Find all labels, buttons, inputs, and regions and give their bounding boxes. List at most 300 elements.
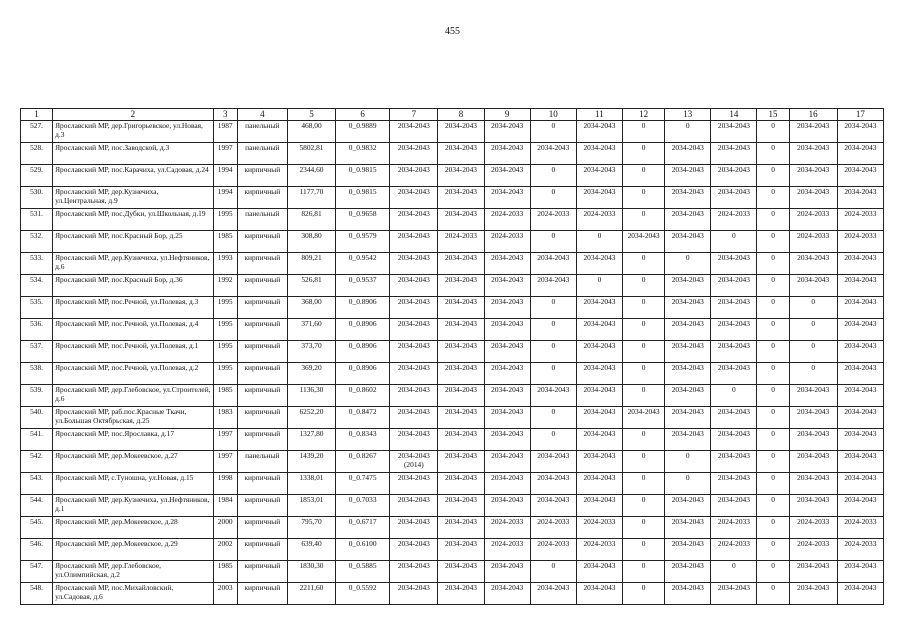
table-cell: 2024-2033 bbox=[576, 209, 622, 231]
table-cell: 0 bbox=[530, 561, 576, 583]
address-cell: Ярославский МР, дер.Мокеевское, д.28 bbox=[53, 517, 214, 539]
table-cell: 0 bbox=[789, 297, 837, 319]
row-number-cell: 529. bbox=[21, 165, 53, 187]
table-cell: 2034-2043 bbox=[665, 319, 711, 341]
table-cell: 1853,01 bbox=[287, 495, 335, 517]
table-cell: 2024-2033 bbox=[837, 517, 883, 539]
table-cell: 2034-2043 bbox=[665, 407, 711, 429]
table-cell: 0_0.8472 bbox=[336, 407, 390, 429]
table-cell: 2034-2043 bbox=[665, 187, 711, 209]
table-cell: 0 bbox=[757, 517, 789, 539]
table-cell: 526,81 bbox=[287, 275, 335, 297]
table-cell: 2034-2043 bbox=[576, 583, 622, 605]
row-number-cell: 543. bbox=[21, 473, 53, 495]
table-row bbox=[21, 363, 884, 385]
table-cell: 2034-2043 bbox=[438, 539, 484, 561]
table-cell: 1994 bbox=[213, 187, 237, 209]
table-cell: 0 bbox=[530, 341, 576, 363]
row-number-cell: 541. bbox=[21, 429, 53, 451]
table-cell: 0_0.9579 bbox=[336, 231, 390, 253]
table-cell: 2034-2043 bbox=[789, 253, 837, 275]
table-cell: 2034-2043 bbox=[390, 121, 438, 143]
table-cell: 2034-2043 bbox=[789, 121, 837, 143]
table-cell: 0 bbox=[757, 341, 789, 363]
table-cell: 0_0.9542 bbox=[336, 253, 390, 275]
address-cell: Ярославский МР, раб.пос.Красные Ткачи, ул.Большая Октябрьская, д.25 bbox=[53, 407, 214, 429]
row-number-cell: 547. bbox=[21, 561, 53, 583]
table-cell: 1987 bbox=[213, 121, 237, 143]
table-cell: 2034-2043 bbox=[484, 363, 530, 385]
table-cell: 2034-2043 bbox=[438, 495, 484, 517]
table-cell: 2034-2043 bbox=[438, 319, 484, 341]
column-header-8: 8 bbox=[438, 109, 484, 121]
table-cell: кирпичный bbox=[237, 363, 287, 385]
table-cell: 0_0.9537 bbox=[336, 275, 390, 297]
table-cell: 2034-2043 bbox=[837, 451, 883, 473]
table-cell: 1985 bbox=[213, 561, 237, 583]
table-cell: 2034-2043 bbox=[665, 143, 711, 165]
row-number-cell: 544. bbox=[21, 495, 53, 517]
table-cell: 0_0.8906 bbox=[336, 363, 390, 385]
row-number-cell: 532. bbox=[21, 231, 53, 253]
table-cell: 2034-2043 bbox=[711, 121, 757, 143]
column-header-12: 12 bbox=[623, 109, 665, 121]
table-cell: 0 bbox=[623, 121, 665, 143]
table-cell: 2034-2043 bbox=[484, 143, 530, 165]
table-cell: 2034-2043 bbox=[665, 363, 711, 385]
table-row bbox=[21, 297, 884, 319]
table-cell: 2034-2043 bbox=[837, 275, 883, 297]
table-cell: кирпичный bbox=[237, 231, 287, 253]
table-cell: 2024-2033 bbox=[789, 209, 837, 231]
table-cell: 2034-2043 bbox=[438, 451, 484, 473]
table-cell: 2034-2043 bbox=[576, 253, 622, 275]
table-cell: 2034-2043 bbox=[576, 187, 622, 209]
table-cell: 0 bbox=[757, 429, 789, 451]
table-cell: 1995 bbox=[213, 341, 237, 363]
table-cell: 1830,30 bbox=[287, 561, 335, 583]
table-cell: 2024-2033 bbox=[576, 517, 622, 539]
table-cell: 0 bbox=[623, 495, 665, 517]
table-cell: 2034-2043 bbox=[390, 429, 438, 451]
table-cell: 2034-2043 bbox=[438, 275, 484, 297]
table-cell: 0 bbox=[576, 275, 622, 297]
table-cell: панельный bbox=[237, 209, 287, 231]
table-cell: 2024-2033 bbox=[484, 209, 530, 231]
table-cell: 0 bbox=[711, 231, 757, 253]
table-cell: кирпичный bbox=[237, 583, 287, 605]
table-cell: 2034-2043 bbox=[711, 187, 757, 209]
table-cell: 0 bbox=[623, 583, 665, 605]
table-cell: 0_0.9832 bbox=[336, 143, 390, 165]
header-row bbox=[21, 109, 884, 121]
table-row bbox=[21, 143, 884, 165]
row-number-cell: 538. bbox=[21, 363, 53, 385]
table-cell: 2034-2043 bbox=[576, 319, 622, 341]
table-cell: 369,20 bbox=[287, 363, 335, 385]
table-cell: кирпичный bbox=[237, 275, 287, 297]
table-cell: 2034-2043 bbox=[390, 583, 438, 605]
row-number-cell: 534. bbox=[21, 275, 53, 297]
table-cell: кирпичный bbox=[237, 429, 287, 451]
table-cell: 2034-2043 bbox=[789, 583, 837, 605]
table-cell: 2034-2043 bbox=[530, 275, 576, 297]
table-cell: 2034-2043 bbox=[484, 297, 530, 319]
table-cell: 795,70 bbox=[287, 517, 335, 539]
address-cell: Ярославский МР, пос.Красный Бор, д.36 bbox=[53, 275, 214, 297]
table-cell: 2024-2033 bbox=[789, 517, 837, 539]
table-cell: 2034-2043 bbox=[837, 473, 883, 495]
table-cell: 0 bbox=[757, 539, 789, 561]
table-cell: кирпичный bbox=[237, 473, 287, 495]
table-cell: 2034-2043 bbox=[665, 539, 711, 561]
table-cell: 2034-2043 bbox=[665, 165, 711, 187]
table-cell: 0 bbox=[576, 231, 622, 253]
table-cell: 2034-2043 bbox=[390, 165, 438, 187]
table-cell: 2034-2043 bbox=[711, 143, 757, 165]
table-cell: 0 bbox=[623, 187, 665, 209]
table-cell: 2024-2033 bbox=[530, 517, 576, 539]
table-cell: 0 bbox=[623, 429, 665, 451]
table-cell: 2034-2043 bbox=[623, 231, 665, 253]
table-cell: 2034-2043 bbox=[665, 561, 711, 583]
table-cell: 1998 bbox=[213, 473, 237, 495]
table-cell: 2034-2043 bbox=[576, 451, 622, 473]
table-cell: 2034-2043 bbox=[484, 583, 530, 605]
table-cell: 1995 bbox=[213, 209, 237, 231]
table-cell: 0_0.8906 bbox=[336, 341, 390, 363]
table-cell: 0 bbox=[789, 341, 837, 363]
table-cell: 2034-2043 bbox=[711, 407, 757, 429]
table-cell: 2034-2043 bbox=[711, 253, 757, 275]
table-cell: 2034-2043 bbox=[576, 297, 622, 319]
table-row bbox=[21, 451, 884, 473]
table-cell: 2034-2043 bbox=[789, 165, 837, 187]
table-cell: 2034-2043 bbox=[576, 473, 622, 495]
address-cell: Ярославский МР, пос.Речной, ул.Полевая, д.4 bbox=[53, 319, 214, 341]
table-cell: 2034-2043 bbox=[390, 539, 438, 561]
table-row bbox=[21, 495, 884, 517]
table-cell: 0_0.8906 bbox=[336, 297, 390, 319]
table-cell: 2034-2043 bbox=[576, 385, 622, 407]
table-cell: 2034-2043 bbox=[390, 319, 438, 341]
table-cell: 0 bbox=[711, 561, 757, 583]
table-cell: 2034-2043 bbox=[438, 517, 484, 539]
table-cell: 2034-2043 bbox=[789, 451, 837, 473]
table-cell: 368,00 bbox=[287, 297, 335, 319]
table-cell: 2034-2043 bbox=[390, 341, 438, 363]
row-number-cell: 528. bbox=[21, 143, 53, 165]
table-cell: 2034-2043 bbox=[390, 495, 438, 517]
table-row bbox=[21, 407, 884, 429]
housing-register-table bbox=[20, 108, 884, 605]
table-cell: 2034-2043 bbox=[576, 561, 622, 583]
table-cell: 2034-2043 bbox=[390, 253, 438, 275]
table-row bbox=[21, 275, 884, 297]
table-cell: 2034-2043 bbox=[484, 407, 530, 429]
table-cell: 2002 bbox=[213, 539, 237, 561]
row-number-cell: 539. bbox=[21, 385, 53, 407]
table-cell: 2034-2043 bbox=[789, 275, 837, 297]
table-cell: кирпичный bbox=[237, 385, 287, 407]
table-cell: 2034-2043 bbox=[484, 451, 530, 473]
table-cell: 308,80 bbox=[287, 231, 335, 253]
table-cell: 2034-2043 bbox=[789, 187, 837, 209]
address-cell: Ярославский МР, пос.Речной, ул.Полевая, д.2 bbox=[53, 363, 214, 385]
table-cell: 2034-2043 bbox=[711, 341, 757, 363]
table-cell: 0_0.8602 bbox=[336, 385, 390, 407]
table-cell: 2024-2033 bbox=[711, 517, 757, 539]
table-cell: 2034-2043 bbox=[484, 429, 530, 451]
table-cell: 0_0.7475 bbox=[336, 473, 390, 495]
table-cell: 1993 bbox=[213, 253, 237, 275]
table-cell: 0 bbox=[665, 121, 711, 143]
table-row bbox=[21, 253, 884, 275]
table-cell: 0 bbox=[757, 473, 789, 495]
table-cell: 1995 bbox=[213, 363, 237, 385]
table-cell: 2034-2043 bbox=[665, 297, 711, 319]
table-cell: 0 bbox=[530, 407, 576, 429]
table-cell: 1136,30 bbox=[287, 385, 335, 407]
table-cell: 0_0.7033 bbox=[336, 495, 390, 517]
table-cell: 1985 bbox=[213, 385, 237, 407]
table-cell: 2034-2043 bbox=[711, 451, 757, 473]
table-cell: 2034-2043 bbox=[837, 495, 883, 517]
table-cell: 0 bbox=[623, 517, 665, 539]
table-cell: 0 bbox=[757, 143, 789, 165]
table-cell: 2034-2043 bbox=[530, 583, 576, 605]
table-cell: 0 bbox=[530, 165, 576, 187]
table-cell: 2034-2043 bbox=[665, 517, 711, 539]
table-cell: 0 bbox=[623, 363, 665, 385]
table-cell: кирпичный bbox=[237, 165, 287, 187]
table-cell: 2034-2043 bbox=[789, 385, 837, 407]
table-cell: 2034-2043 bbox=[438, 187, 484, 209]
table-row bbox=[21, 209, 884, 231]
row-number-cell: 536. bbox=[21, 319, 53, 341]
table-cell: 2034-2043 bbox=[665, 495, 711, 517]
table-cell: 2034-2043 bbox=[837, 407, 883, 429]
table-cell: 2034-2043 bbox=[837, 297, 883, 319]
column-header-9: 9 bbox=[484, 109, 530, 121]
table-cell: 2034-2043 bbox=[576, 165, 622, 187]
table-cell: 1997 bbox=[213, 451, 237, 473]
table-cell: 0_0.5592 bbox=[336, 583, 390, 605]
table-cell: 0 bbox=[757, 275, 789, 297]
table-cell: 2034-2043 bbox=[530, 385, 576, 407]
table-cell: 0 bbox=[623, 165, 665, 187]
column-header-6: 6 bbox=[336, 109, 390, 121]
table-cell: 1994 bbox=[213, 165, 237, 187]
address-cell: Ярославский МР, пос.Михайловский, ул.Садовая, д.6 bbox=[53, 583, 214, 605]
table-cell: 0 bbox=[530, 121, 576, 143]
address-cell: Ярославский МР, дер.Кузнечиха, ул.Нефтяников, д.1 bbox=[53, 495, 214, 517]
table-cell: 2034-2043 bbox=[789, 473, 837, 495]
table-cell: 2034-2043 bbox=[530, 495, 576, 517]
table-cell: 2034-2043 bbox=[390, 561, 438, 583]
table-cell: 0 bbox=[665, 451, 711, 473]
table-row bbox=[21, 231, 884, 253]
table-cell: 0 bbox=[757, 385, 789, 407]
address-cell: Ярославский МР, дер.Кузнечиха, ул.Нефтяников, д.6 bbox=[53, 253, 214, 275]
table-cell: 2034-2043 bbox=[390, 385, 438, 407]
table-cell: 2034-2043 bbox=[438, 209, 484, 231]
table-cell: 2034-2043 bbox=[438, 363, 484, 385]
table-cell: панельный bbox=[237, 451, 287, 473]
table-cell: 2344,60 bbox=[287, 165, 335, 187]
table-cell: 1997 bbox=[213, 143, 237, 165]
address-cell: Ярославский МР, дер.Глебовское, ул.Олимпийская, д.2 bbox=[53, 561, 214, 583]
table-cell: 0_0.9889 bbox=[336, 121, 390, 143]
table-cell: 809,21 bbox=[287, 253, 335, 275]
table-cell: 0 bbox=[757, 583, 789, 605]
row-number-cell: 542. bbox=[21, 451, 53, 473]
table-cell: 2034-2043 bbox=[390, 209, 438, 231]
table-cell: 0 bbox=[623, 253, 665, 275]
table-cell: 2034-2043 bbox=[837, 429, 883, 451]
table-cell: 2024-2033 bbox=[576, 539, 622, 561]
table-cell: 2034-2043 bbox=[484, 187, 530, 209]
table-cell: 0_0.9815 bbox=[336, 165, 390, 187]
table-cell: 0 bbox=[623, 451, 665, 473]
table-cell: 1983 bbox=[213, 407, 237, 429]
table-cell: 2034-2043 bbox=[789, 495, 837, 517]
table-row bbox=[21, 165, 884, 187]
table-cell: 2034-2043 bbox=[665, 385, 711, 407]
row-number-cell: 533. bbox=[21, 253, 53, 275]
table-cell: 1327,80 bbox=[287, 429, 335, 451]
table-cell: 826,81 bbox=[287, 209, 335, 231]
table-cell: 0_0.6100 bbox=[336, 539, 390, 561]
row-number-cell: 530. bbox=[21, 187, 53, 209]
table-cell: 2034-2043 bbox=[665, 341, 711, 363]
table-cell: 2034-2043 bbox=[390, 363, 438, 385]
table-cell: 2034-2043 bbox=[837, 121, 883, 143]
table-cell: 0 bbox=[757, 253, 789, 275]
table-cell: 2034-2043 bbox=[390, 473, 438, 495]
table-cell: 2034-2043 bbox=[390, 517, 438, 539]
table-cell: 2034-2043 bbox=[576, 429, 622, 451]
table-cell: 5802,81 bbox=[287, 143, 335, 165]
table-cell: 2024-2033 bbox=[711, 209, 757, 231]
column-header-14: 14 bbox=[711, 109, 757, 121]
page-number: 455 bbox=[445, 26, 460, 37]
table-cell: 1985 bbox=[213, 231, 237, 253]
table-cell: кирпичный bbox=[237, 297, 287, 319]
table-cell: 2034-2043 bbox=[438, 165, 484, 187]
table-cell: 0 bbox=[623, 561, 665, 583]
address-cell: Ярославский МР, пос.Речной, ул.Полевая, д.3 bbox=[53, 297, 214, 319]
table-row bbox=[21, 319, 884, 341]
table-cell: 0 bbox=[757, 319, 789, 341]
table-row bbox=[21, 385, 884, 407]
table-cell: 1338,01 bbox=[287, 473, 335, 495]
table-cell: 2034-2043 bbox=[530, 253, 576, 275]
table-cell: 2034-2043 bbox=[837, 385, 883, 407]
table-cell: 0 bbox=[530, 319, 576, 341]
row-number-cell: 527. bbox=[21, 121, 53, 143]
table-cell: 1997 bbox=[213, 429, 237, 451]
table-cell: 0 bbox=[623, 539, 665, 561]
row-number-cell: 548. bbox=[21, 583, 53, 605]
table-row bbox=[21, 517, 884, 539]
table-cell: 2024-2033 bbox=[711, 539, 757, 561]
table-cell: 2034-2043 bbox=[530, 451, 576, 473]
table-row bbox=[21, 561, 884, 583]
address-cell: Ярославский МР, дер.Мокеевское, д.29 bbox=[53, 539, 214, 561]
table-cell: 2034-2043 bbox=[438, 583, 484, 605]
table-row bbox=[21, 583, 884, 605]
table-cell: 1177,70 bbox=[287, 187, 335, 209]
table-cell: 2034-2043 bbox=[576, 363, 622, 385]
table-row bbox=[21, 429, 884, 451]
table-cell: 2034-2043 bbox=[665, 209, 711, 231]
table-cell: кирпичный bbox=[237, 517, 287, 539]
table-cell: 0 bbox=[757, 561, 789, 583]
table-cell: 0 bbox=[757, 187, 789, 209]
table-cell: 2034-2043 bbox=[484, 561, 530, 583]
table-cell: кирпичный bbox=[237, 187, 287, 209]
table-cell: 0 bbox=[623, 297, 665, 319]
table-cell: 2034-2043 bbox=[484, 121, 530, 143]
table-cell: 2024-2033 bbox=[530, 209, 576, 231]
table-cell: 2034-2043 bbox=[711, 275, 757, 297]
table-cell: 0 bbox=[530, 231, 576, 253]
column-header-7: 7 bbox=[390, 109, 438, 121]
table-cell: 2034-2043 bbox=[438, 561, 484, 583]
table-cell: 2034-2043 bbox=[390, 187, 438, 209]
table-cell: 2034-2043 bbox=[484, 165, 530, 187]
table-cell: 2034-2043 bbox=[837, 165, 883, 187]
table-cell: 2034-2043 bbox=[390, 275, 438, 297]
table-cell: 2034-2043 bbox=[576, 407, 622, 429]
table-row bbox=[21, 473, 884, 495]
table-cell: 1995 bbox=[213, 319, 237, 341]
table-cell: 1984 bbox=[213, 495, 237, 517]
table-cell: 2034-2043 bbox=[711, 429, 757, 451]
table-cell: 0 bbox=[665, 253, 711, 275]
table-cell: кирпичный bbox=[237, 495, 287, 517]
table-cell: 2034-2043 bbox=[665, 429, 711, 451]
table-cell: 0_0.5885 bbox=[336, 561, 390, 583]
table-cell: 2034-2043 bbox=[837, 143, 883, 165]
table-cell: 2034-2043 bbox=[438, 297, 484, 319]
table-cell: 2034-2043 bbox=[484, 495, 530, 517]
column-header-11: 11 bbox=[576, 109, 622, 121]
table-cell: 0 bbox=[757, 451, 789, 473]
table-cell: 2034-2043 bbox=[711, 473, 757, 495]
column-header-2: 2 bbox=[53, 109, 214, 121]
table-cell: 0 bbox=[757, 407, 789, 429]
table-cell: кирпичный bbox=[237, 407, 287, 429]
column-header-10: 10 bbox=[530, 109, 576, 121]
column-header-13: 13 bbox=[665, 109, 711, 121]
address-cell: Ярославский МР, пос.Заводской, д.3 bbox=[53, 143, 214, 165]
table-cell: кирпичный bbox=[237, 319, 287, 341]
table-cell: 2034-2043 bbox=[438, 429, 484, 451]
table-cell: 2024-2033 bbox=[484, 231, 530, 253]
address-cell: Ярославский МР, дер.Глебовское, ул.Строителей, д.6 bbox=[53, 385, 214, 407]
table-cell: 0 bbox=[623, 341, 665, 363]
table-cell: 0 bbox=[711, 385, 757, 407]
row-number-cell: 535. bbox=[21, 297, 53, 319]
table-cell: 2034-2043 bbox=[789, 143, 837, 165]
table-cell: 0 bbox=[623, 209, 665, 231]
table-cell: 2024-2033 bbox=[837, 539, 883, 561]
table-cell: 2034-2043 bbox=[390, 143, 438, 165]
column-header-17: 17 bbox=[837, 109, 883, 121]
table-cell: кирпичный bbox=[237, 341, 287, 363]
